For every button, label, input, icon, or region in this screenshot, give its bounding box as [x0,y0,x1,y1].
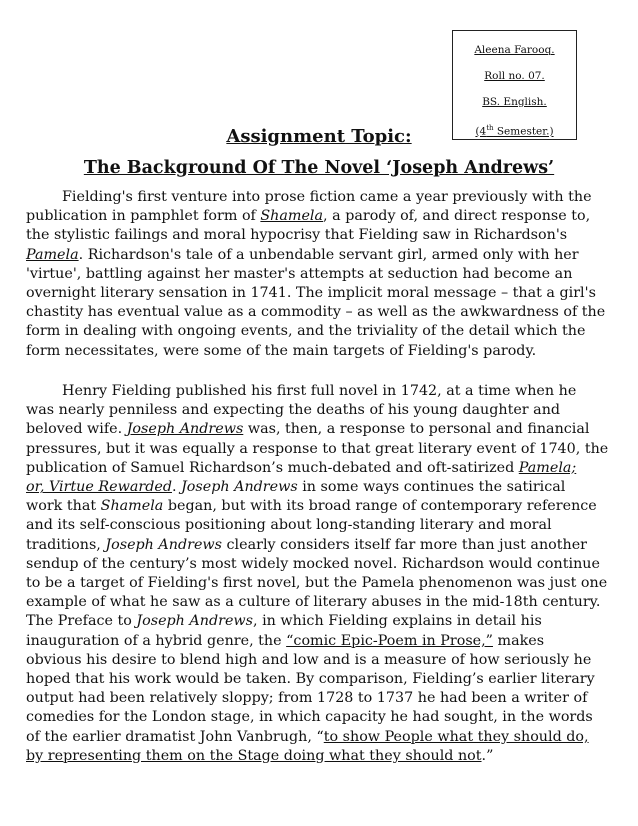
text-run: The Preface to [26,613,137,630]
pamela-ref: Pamela; [518,459,577,476]
text-run: clearly considers itself far more than just another [222,536,588,553]
student-info-box [452,30,577,140]
p2-line: to be a target of Fielding's first novel, but the Pamela phenomenon was just one [26,575,608,592]
text-run: traditions, [26,536,106,553]
p2-line [26,536,612,555]
p2-line: obvious his desire to blend high and low and is a measure of how seriously he [26,651,592,668]
joseph-andrews-ref: Joseph Andrews [181,479,298,496]
p2-line: sendup of the century’s most widely mocked novel. Richardson would continue [26,555,600,572]
comic-epic-quote: “comic Epic-Poem in Prose,” [286,632,493,649]
p2-line: and its self-conscious positioning about long-standing literary and moral [26,517,552,534]
p1-line: Fielding's first venture into prose fiction came a year previously with the [62,189,592,205]
p2-line [26,459,612,478]
p2-line [26,612,612,631]
p2-line [26,420,612,439]
joseph-andrews-ref: Joseph Andrews [105,536,222,553]
pamela-ref: Pamela [26,246,79,263]
p1-line: overnight literary sensation in 1741. The implicit moral message – that a girl's [26,285,596,302]
p2-line [26,747,612,766]
p1-line: 'virtue', battling against her master's attempts at seduction had become an [26,265,573,282]
text-run: .” [481,747,494,764]
p1-line: form in dealing with ongoing events, and the triviality of the detail which the [26,323,586,340]
p2-line: comedies for the London stage, in which capacity he had sought, in the words [26,709,593,726]
text-run: was, then, a response to personal and financial [243,421,590,438]
p2-line: was nearly penniless and expecting the deaths of his young daughter and [26,402,561,419]
p2-line: output had been relatively sloppy; from 1728 to 1737 he had been a writer of [26,690,588,707]
vanbrugh-quote: to show People what they should do, [323,728,589,745]
virtue-rewarded-ref: or, Virtue Rewarded [26,479,172,496]
shamela-ref: Shamela [100,498,164,515]
vanbrugh-quote: by representing them on the Stage doing what they should not [26,747,482,764]
text-run: publication in pamphlet form of [26,208,261,225]
joseph-andrews-ref: Joseph Andrews [126,421,244,438]
text-run: . [171,479,182,496]
text-run: work that [26,498,101,515]
semester-sup: th [486,124,494,132]
text-run: makes [492,632,545,649]
roll-number: Roll no. 07. [484,70,545,82]
p2-line [26,728,612,747]
p2-line [26,632,612,651]
p2-line [26,497,612,516]
assignment-heading: Assignment Topic: [226,126,412,147]
student-name: Aleena Farooq. [474,44,555,56]
p1-line [26,207,612,226]
text-run: . Richardson's tale of a unbendable servant girl, armed only with her [78,246,579,263]
text-run: , in which Fielding explains in detail his [253,613,542,630]
text-run: beloved wife. [26,421,127,438]
p1-line: the stylistic failings and moral hypocrisy that Fielding saw in Richardson's [26,227,568,244]
joseph-andrews-ref: Joseph Andrews [136,613,253,630]
p2-line: pressures, but it was equally a response to that great literary event of 1740, the [26,440,609,457]
p1-line: chastity has eventual value as a commodity – as well as the awkwardness of the [26,304,606,321]
text-run: began, but with its broad range of contemporary reference [163,498,597,515]
p2-line: Henry Fielding published his first full novel in 1742, at a time when he [62,383,577,399]
text-run: publication of Samuel Richardson’s much-debated and oft-satirized [26,459,519,476]
program-name: BS. English. [482,96,547,108]
p2-line: hoped that his work would be taken. By comparison, Fielding’s earlier literary [26,671,595,688]
p2-line [26,478,612,497]
p2-line: example of what he saw as a culture of literary abuses in the mid-18th century. [26,594,601,611]
paragraph-1 [26,188,612,361]
paragraph-2 [26,382,612,766]
p1-line [26,246,612,265]
text-run: in some ways continues the satirical [297,479,566,496]
semester-open: (4 [475,125,487,138]
shamela-ref: Shamela [260,208,324,225]
topic-heading: The Background Of The Novel ‘Joseph Andrews’ [83,158,555,178]
text-run: , a parody of, and direct response to, [323,208,591,225]
semester-close: Semester.) [493,125,554,138]
text-run: inauguration of a hybrid genre, the [26,632,287,649]
p1-line: form necessitates, were some of the main targets of Fielding's parody. [26,342,537,359]
text-run: of the earlier dramatist John Vanbrugh, “ [26,728,324,745]
